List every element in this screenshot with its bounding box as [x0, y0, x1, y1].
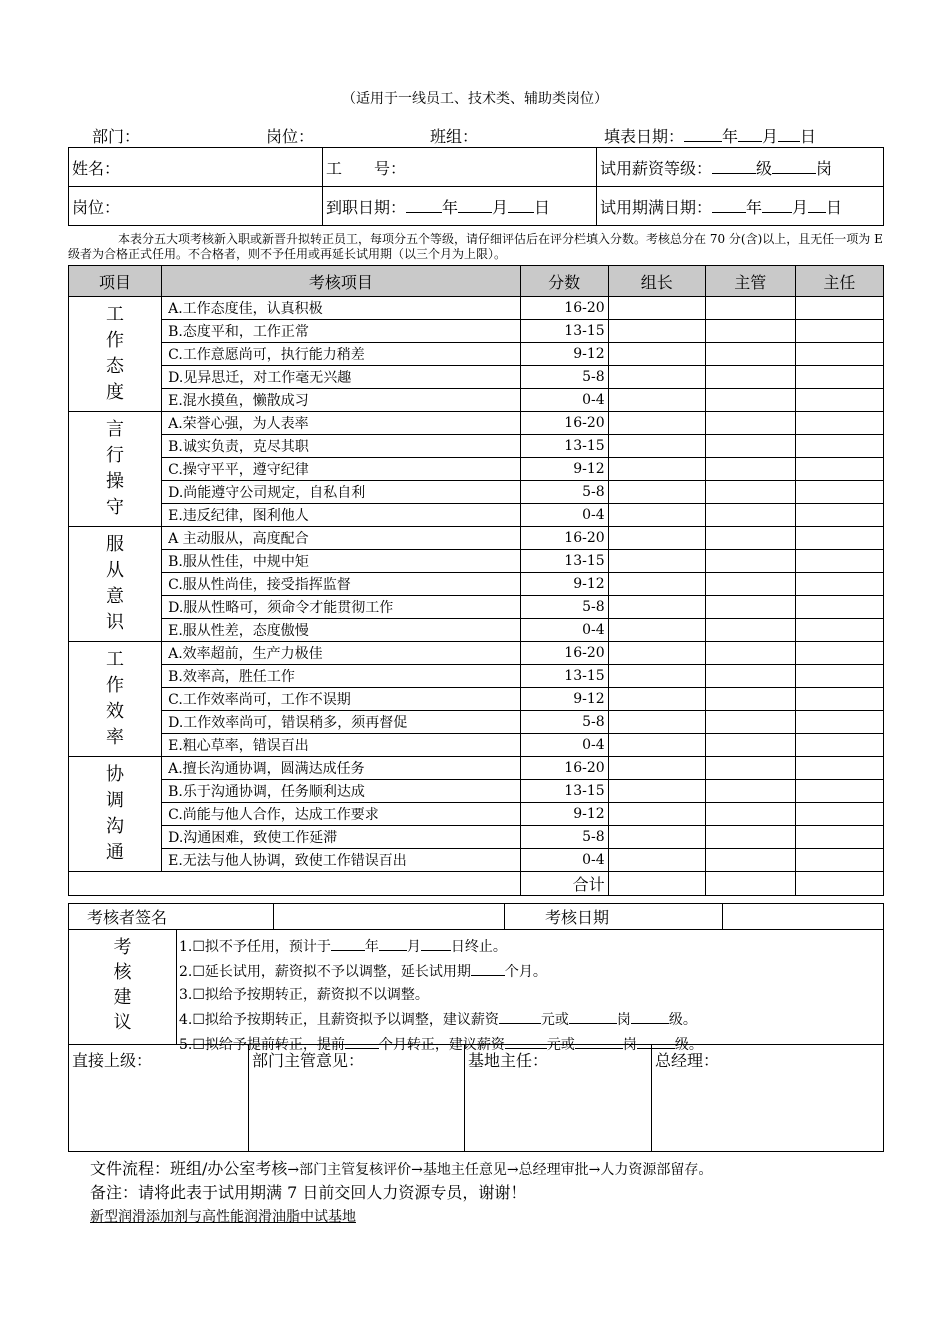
score-input-director[interactable]: [795, 688, 883, 711]
score-input-team-leader[interactable]: [608, 458, 705, 481]
score-input-director[interactable]: [795, 343, 883, 366]
score-range: 0-4: [520, 504, 608, 527]
criteria-text: B.乐于沟通协调，任务顺利达成: [162, 780, 520, 803]
score-range: 13-15: [520, 665, 608, 688]
reviewer-signature-field[interactable]: [274, 904, 505, 930]
reviewer-label: 考核者签名: [69, 904, 274, 930]
score-range: 5-8: [520, 826, 608, 849]
category-label: 工 作 态 度: [69, 297, 162, 412]
score-range: 16-20: [520, 412, 608, 435]
score-input-director[interactable]: [795, 665, 883, 688]
score-input-director[interactable]: [795, 803, 883, 826]
salary-grade-label: 试用薪资等级：: [600, 158, 713, 178]
header-team-leader: 组长: [608, 266, 705, 297]
criteria-text: D.见异思迁，对工作毫无兴趣: [162, 366, 520, 389]
score-input-director[interactable]: [795, 826, 883, 849]
opt4-grade: 级。: [668, 1012, 697, 1028]
advice-option-3[interactable]: 3.☐拟给予按期转正，薪资拟不以调整。: [179, 987, 429, 1003]
opt1-day: 日终止。: [450, 939, 507, 955]
header-score: 分数: [520, 266, 608, 297]
year-label: 年: [722, 127, 739, 146]
criteria-text: B.诚实负责，克尽其职: [162, 435, 520, 458]
score-input-supervisor[interactable]: [705, 573, 795, 596]
fill-date-label: 填表日期：: [604, 127, 685, 146]
score-input-team-leader[interactable]: [608, 343, 705, 366]
score-input-director[interactable]: [795, 596, 883, 619]
review-date-label: 考核日期: [505, 904, 723, 930]
day-label: 日: [826, 197, 843, 217]
score-range: 9-12: [520, 803, 608, 826]
score-input-team-leader[interactable]: [608, 780, 705, 803]
score-range: 5-8: [520, 711, 608, 734]
score-input-supervisor[interactable]: [705, 458, 795, 481]
criteria-text: E.服从性差，态度傲慢: [162, 619, 520, 642]
criteria-text: E.粗心草率，错误百出: [162, 734, 520, 757]
opt4-text: 4.☐拟给予按期转正，且薪资拟予以调整，建议薪资: [179, 1012, 499, 1028]
criteria-text: D.沟通困难，致使工作延滞: [162, 826, 520, 849]
opt2-unit: 个月。: [504, 964, 547, 980]
score-input-supervisor[interactable]: [705, 435, 795, 458]
table-row: [69, 412, 884, 435]
criteria-text: D.服从性略可，须命令才能贯彻工作: [162, 596, 520, 619]
score-input-director[interactable]: [795, 435, 883, 458]
score-input-team-leader[interactable]: [608, 757, 705, 780]
table-row: [69, 665, 884, 688]
score-input-director[interactable]: [795, 320, 883, 343]
opt1-text: 1.☐拟不予任用，预计于: [179, 939, 331, 955]
score-input-supervisor[interactable]: [705, 297, 795, 320]
fill-date[interactable]: [604, 124, 816, 147]
opt1-year: 年: [364, 939, 379, 955]
year-label: 年: [746, 197, 763, 217]
form-subtitle: （适用于一线员工、技术类、辅助类岗位）: [342, 91, 608, 107]
join-date-label: 到职日期：: [326, 197, 407, 217]
criteria-text: C.服从性尚佳，接受指挥监督: [162, 573, 520, 596]
score-input-team-leader[interactable]: [608, 366, 705, 389]
criteria-text: C.工作意愿尚可，执行能力稍差: [162, 343, 520, 366]
score-range: 0-4: [520, 389, 608, 412]
criteria-text: D.工作效率尚可，错误稍多，须再督促: [162, 711, 520, 734]
total-director[interactable]: [795, 872, 883, 896]
score-range: 13-15: [520, 435, 608, 458]
score-input-director[interactable]: [795, 481, 883, 504]
score-range: 9-12: [520, 458, 608, 481]
criteria-text: E.无法与他人协调，致使工作错误百出: [162, 849, 520, 872]
opt1-month: 月: [406, 939, 421, 955]
score-input-director[interactable]: [795, 734, 883, 757]
work-no-field[interactable]: [323, 148, 597, 187]
score-range: 0-4: [520, 734, 608, 757]
score-input-supervisor[interactable]: [705, 734, 795, 757]
score-input-team-leader[interactable]: [608, 619, 705, 642]
team-label: 班组：: [430, 127, 479, 146]
instructions-note: 本表分五大项考核新入职或新晋升拟转正员工，每项分五个等级，请仔细评估后在评分栏填入分数。考核总分在 70 分(含)以上，且无任一项为 E 级者为合格正式任用。不合格者，则不予任用或再延长试用期（以三个月为上限）。: [68, 232, 883, 261]
score-input-director[interactable]: [795, 780, 883, 803]
score-input-team-leader[interactable]: [608, 734, 705, 757]
opt5-post: 岗: [622, 1037, 637, 1053]
base-head-field[interactable]: [465, 1045, 652, 1151]
position-field[interactable]: [69, 187, 323, 226]
department-label: 部门：: [92, 127, 141, 146]
score-input-team-leader[interactable]: [608, 665, 705, 688]
score-input-team-leader[interactable]: [608, 573, 705, 596]
gm-label: 总经理：: [655, 1051, 720, 1070]
direct-supervisor-label: 直接上级：: [72, 1051, 153, 1070]
advice-option-2[interactable]: [179, 959, 703, 984]
total-team-leader[interactable]: [608, 872, 705, 896]
score-input-supervisor[interactable]: [705, 596, 795, 619]
score-input-supervisor[interactable]: [705, 642, 795, 665]
score-input-director[interactable]: [795, 757, 883, 780]
criteria-text: B.效率高，胜任工作: [162, 665, 520, 688]
total-supervisor[interactable]: [705, 872, 795, 896]
table-row: [69, 366, 884, 389]
score-input-supervisor[interactable]: [705, 688, 795, 711]
review-advice: [68, 929, 884, 1053]
dept-head-label: 部门主管意见：: [252, 1051, 365, 1070]
table-row: [69, 642, 884, 665]
score-input-director[interactable]: [795, 642, 883, 665]
score-range: 16-20: [520, 527, 608, 550]
score-input-director[interactable]: [795, 711, 883, 734]
criteria-text: C.尚能与他人合作，达成工作要求: [162, 803, 520, 826]
score-input-team-leader[interactable]: [608, 504, 705, 527]
score-range: 9-12: [520, 688, 608, 711]
score-input-team-leader[interactable]: [608, 803, 705, 826]
score-input-supervisor[interactable]: [705, 780, 795, 803]
advice-option-4[interactable]: [179, 1007, 703, 1032]
score-range: 0-4: [520, 849, 608, 872]
flow-steps: →部门主管复核评价→基地主任意见→总经理审批→人力资源部留存。: [287, 1162, 713, 1178]
score-input-team-leader[interactable]: [608, 826, 705, 849]
category-label: 协 调 沟 通: [69, 757, 162, 872]
criteria-text: B.服从性佳，中规中矩: [162, 550, 520, 573]
score-input-supervisor[interactable]: [705, 343, 795, 366]
table-row: [69, 688, 884, 711]
score-range: 9-12: [520, 573, 608, 596]
criteria-text: A.荣誉心强，为人表率: [162, 412, 520, 435]
criteria-text: C.操守平平，遵守纪律: [162, 458, 520, 481]
score-input-team-leader[interactable]: [608, 596, 705, 619]
criteria-text: E.混水摸鱼，懒散成习: [162, 389, 520, 412]
opt4-post: 岗: [616, 1012, 631, 1028]
criteria-text: A.擅长沟通协调，圆满达成任务: [162, 757, 520, 780]
score-input-team-leader[interactable]: [608, 688, 705, 711]
join-date-field[interactable]: [323, 187, 597, 226]
opt2-text: 2.☐延长试用，薪资拟不予以调整，延长试用期: [179, 964, 471, 980]
header-director: 主任: [795, 266, 883, 297]
criteria-text: A.效率超前，生产力极佳: [162, 642, 520, 665]
score-input-director[interactable]: [795, 412, 883, 435]
header-item: 考核项目: [162, 266, 520, 297]
evaluation-table: [68, 265, 884, 896]
score-input-supervisor[interactable]: [705, 757, 795, 780]
score-input-team-leader[interactable]: [608, 481, 705, 504]
day-label: 日: [534, 197, 551, 217]
document-flow: [90, 1156, 712, 1179]
score-range: 13-15: [520, 780, 608, 803]
table-row: [69, 734, 884, 757]
category-label: 工 作 效 率: [69, 642, 162, 757]
table-row: [69, 343, 884, 366]
score-input-supervisor[interactable]: [705, 389, 795, 412]
score-input-supervisor[interactable]: [705, 826, 795, 849]
probation-end-label: 试用期满日期：: [600, 197, 713, 217]
table-row: [69, 527, 884, 550]
score-input-supervisor[interactable]: [705, 504, 795, 527]
base-head-label: 基地主任：: [468, 1051, 549, 1070]
score-input-team-leader[interactable]: [608, 320, 705, 343]
criteria-text: E.违反纪律，图利他人: [162, 504, 520, 527]
remark: 备注：请将此表于试用期满 7 日前交回人力资源专员，谢谢！: [90, 1183, 527, 1202]
salary-grade-field[interactable]: [597, 148, 884, 187]
grade-unit: 级: [756, 158, 773, 178]
table-row: [69, 297, 884, 320]
table-row: [69, 435, 884, 458]
score-input-team-leader[interactable]: [608, 412, 705, 435]
table-row: [69, 504, 884, 527]
month-label: 月: [492, 197, 509, 217]
table-row: [69, 780, 884, 803]
table-row: [69, 320, 884, 343]
advice-label: 考 核 建 议: [69, 929, 177, 1044]
score-input-supervisor[interactable]: [705, 849, 795, 872]
position-label: 岗位：: [266, 127, 315, 146]
opt4-yuan: 元或: [540, 1012, 569, 1028]
score-input-director[interactable]: [795, 619, 883, 642]
table-row: [69, 389, 884, 412]
score-input-director[interactable]: [795, 504, 883, 527]
name-label: 姓名：: [72, 158, 121, 178]
score-input-team-leader[interactable]: [608, 527, 705, 550]
criteria-text: A 主动服从，高度配合: [162, 527, 520, 550]
score-range: 16-20: [520, 297, 608, 320]
score-input-director[interactable]: [795, 550, 883, 573]
score-input-director[interactable]: [795, 297, 883, 320]
score-input-supervisor[interactable]: [705, 320, 795, 343]
opt5-grade: 级。: [674, 1037, 703, 1053]
score-input-supervisor[interactable]: [705, 527, 795, 550]
month-label: 月: [792, 197, 809, 217]
score-input-supervisor[interactable]: [705, 711, 795, 734]
score-input-team-leader[interactable]: [608, 389, 705, 412]
total-label: 合计: [520, 872, 608, 896]
score-input-director[interactable]: [795, 458, 883, 481]
employee-info-table: [68, 147, 884, 226]
table-row: [69, 849, 884, 872]
opt5-text: 5.☐拟给予提前转正，提前: [179, 1037, 345, 1053]
score-range: 16-20: [520, 642, 608, 665]
advice-option-1[interactable]: [179, 934, 703, 959]
score-input-supervisor[interactable]: [705, 550, 795, 573]
score-input-supervisor[interactable]: [705, 665, 795, 688]
score-input-supervisor[interactable]: [705, 619, 795, 642]
table-row: [69, 481, 884, 504]
score-range: 13-15: [520, 320, 608, 343]
total-spacer: [69, 872, 521, 896]
table-row: [69, 826, 884, 849]
score-input-director[interactable]: [795, 849, 883, 872]
table-row: [69, 803, 884, 826]
criteria-text: B.态度平和，工作正常: [162, 320, 520, 343]
header-supervisor: 主管: [705, 266, 795, 297]
criteria-text: C.工作效率尚可，工作不误期: [162, 688, 520, 711]
score-input-supervisor[interactable]: [705, 481, 795, 504]
criteria-text: A.工作态度佳，认真积极: [162, 297, 520, 320]
table-row: [69, 550, 884, 573]
review-date-field[interactable]: [723, 904, 884, 930]
header-category: 项目: [69, 266, 162, 297]
score-range: 5-8: [520, 366, 608, 389]
day-label: 日: [800, 127, 817, 146]
score-range: 5-8: [520, 481, 608, 504]
direct-supervisor-field[interactable]: [69, 1045, 249, 1151]
table-row: [69, 458, 884, 481]
opt5-mid: 个月转正，建议薪资: [378, 1037, 505, 1053]
score-range: 5-8: [520, 596, 608, 619]
post-unit: 岗: [816, 158, 833, 178]
flow-label: 文件流程：班组/办公室考核: [90, 1159, 288, 1178]
approval-section: [68, 1044, 884, 1152]
score-input-director[interactable]: [795, 573, 883, 596]
year-label: 年: [442, 197, 459, 217]
table-row: [69, 573, 884, 596]
table-row: [69, 596, 884, 619]
table-row: [69, 711, 884, 734]
score-input-director[interactable]: [795, 366, 883, 389]
score-input-supervisor[interactable]: [705, 803, 795, 826]
gm-field[interactable]: [652, 1045, 883, 1151]
score-input-team-leader[interactable]: [608, 550, 705, 573]
organization-name: 新型润滑添加剂与高性能润滑油脂中试基地: [90, 1209, 356, 1225]
position-info-label: 岗位：: [72, 197, 121, 217]
work-no-label: 工 号：: [326, 158, 407, 178]
month-label: 月: [762, 127, 779, 146]
category-label: 服 从 意 识: [69, 527, 162, 642]
score-input-director[interactable]: [795, 527, 883, 550]
criteria-text: D.尚能遵守公司规定，自私自利: [162, 481, 520, 504]
category-label: 言 行 操 守: [69, 412, 162, 527]
score-input-supervisor[interactable]: [705, 412, 795, 435]
score-range: 13-15: [520, 550, 608, 573]
table-row: [69, 757, 884, 780]
score-input-director[interactable]: [795, 389, 883, 412]
score-input-team-leader[interactable]: [608, 297, 705, 320]
score-input-team-leader[interactable]: [608, 711, 705, 734]
name-field[interactable]: [69, 148, 323, 187]
probation-end-field[interactable]: [597, 187, 884, 226]
score-input-team-leader[interactable]: [608, 642, 705, 665]
score-range: 0-4: [520, 619, 608, 642]
opt5-yuan: 元或: [546, 1037, 575, 1053]
score-input-supervisor[interactable]: [705, 366, 795, 389]
table-row: [69, 619, 884, 642]
score-input-team-leader[interactable]: [608, 435, 705, 458]
score-range: 16-20: [520, 757, 608, 780]
dept-head-field[interactable]: [249, 1045, 465, 1151]
signature-table: [68, 903, 884, 930]
score-input-team-leader[interactable]: [608, 849, 705, 872]
score-range: 9-12: [520, 343, 608, 366]
